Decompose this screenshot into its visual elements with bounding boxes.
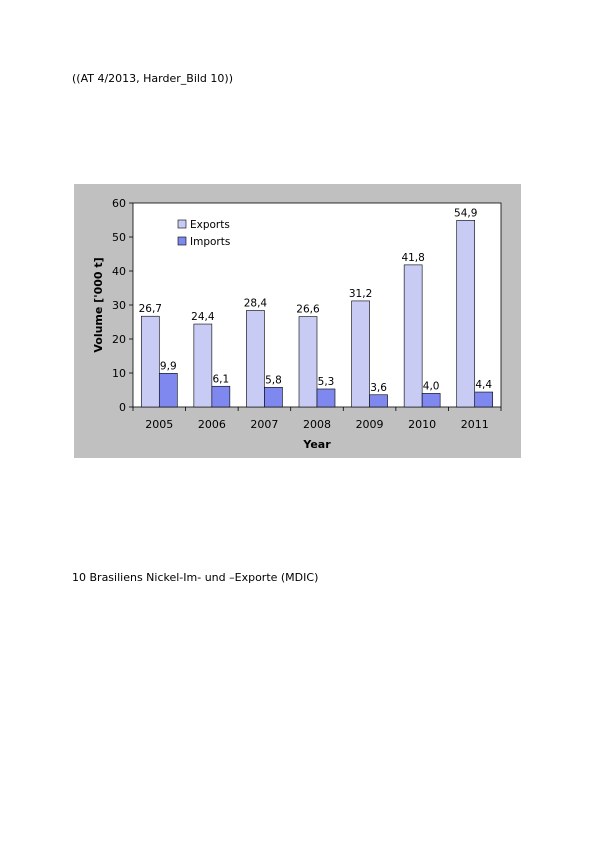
x-tick-label: 2005 xyxy=(145,418,174,431)
bar-imports xyxy=(159,373,177,407)
data-label-exports: 28,4 xyxy=(243,297,268,310)
bar-imports xyxy=(422,393,440,407)
bar-exports xyxy=(141,316,159,407)
bar-chart xyxy=(74,184,521,458)
data-label-imports: 5,3 xyxy=(317,375,335,388)
y-tick-label: 0 xyxy=(119,401,126,414)
data-label-imports: 4,0 xyxy=(422,380,440,393)
bar-exports xyxy=(299,317,317,407)
chart-container xyxy=(74,184,521,458)
x-tick-label: 2009 xyxy=(355,418,384,431)
y-tick-label: 10 xyxy=(112,367,126,380)
y-tick-label: 30 xyxy=(112,299,126,312)
x-tick-label: 2008 xyxy=(303,418,331,431)
y-tick-label: 50 xyxy=(112,231,126,244)
y-tick-label: 60 xyxy=(112,197,126,210)
bar-exports xyxy=(457,220,475,407)
bar-exports xyxy=(246,310,264,407)
bar-exports xyxy=(404,265,422,407)
data-label-imports: 6,1 xyxy=(212,373,230,386)
legend-label-exports: Exports xyxy=(190,219,230,231)
legend-swatch-exports xyxy=(178,220,186,228)
figure-reference: ((AT 4/2013, Harder_Bild 10)) xyxy=(72,72,233,85)
x-tick-label: 2007 xyxy=(250,418,279,431)
data-label-exports: 26,7 xyxy=(138,303,162,316)
bar-exports xyxy=(352,301,370,407)
figure-caption: 10 Brasiliens Nickel-Im- und –Exporte (MDIC) xyxy=(72,571,319,584)
data-label-exports: 41,8 xyxy=(401,251,425,264)
x-tick-label: 2006 xyxy=(197,418,226,431)
data-label-exports: 24,4 xyxy=(191,311,215,324)
data-label-imports: 3,6 xyxy=(370,381,387,394)
bar-imports xyxy=(317,389,335,407)
data-label-exports: 31,2 xyxy=(348,287,373,300)
y-axis-title: Volume ['000 t] xyxy=(92,257,105,353)
bar-exports xyxy=(194,324,212,407)
data-label-exports: 54,9 xyxy=(454,207,478,220)
bar-imports xyxy=(370,395,388,407)
x-tick-label: 2010 xyxy=(408,418,437,431)
x-tick-label: 2011 xyxy=(460,418,489,431)
x-axis-title: Year xyxy=(303,438,331,451)
data-label-exports: 26,6 xyxy=(296,303,320,316)
data-label-imports: 4,4 xyxy=(475,379,493,392)
legend-label-imports: Imports xyxy=(190,236,231,248)
data-label-imports: 9,9 xyxy=(159,360,177,373)
y-tick-label: 40 xyxy=(112,265,126,278)
data-label-imports: 5,8 xyxy=(265,374,282,387)
y-tick-label: 20 xyxy=(112,333,126,346)
bar-imports xyxy=(212,386,230,407)
bar-imports xyxy=(475,392,493,407)
legend-swatch-imports xyxy=(178,237,186,245)
bar-imports xyxy=(264,387,282,407)
